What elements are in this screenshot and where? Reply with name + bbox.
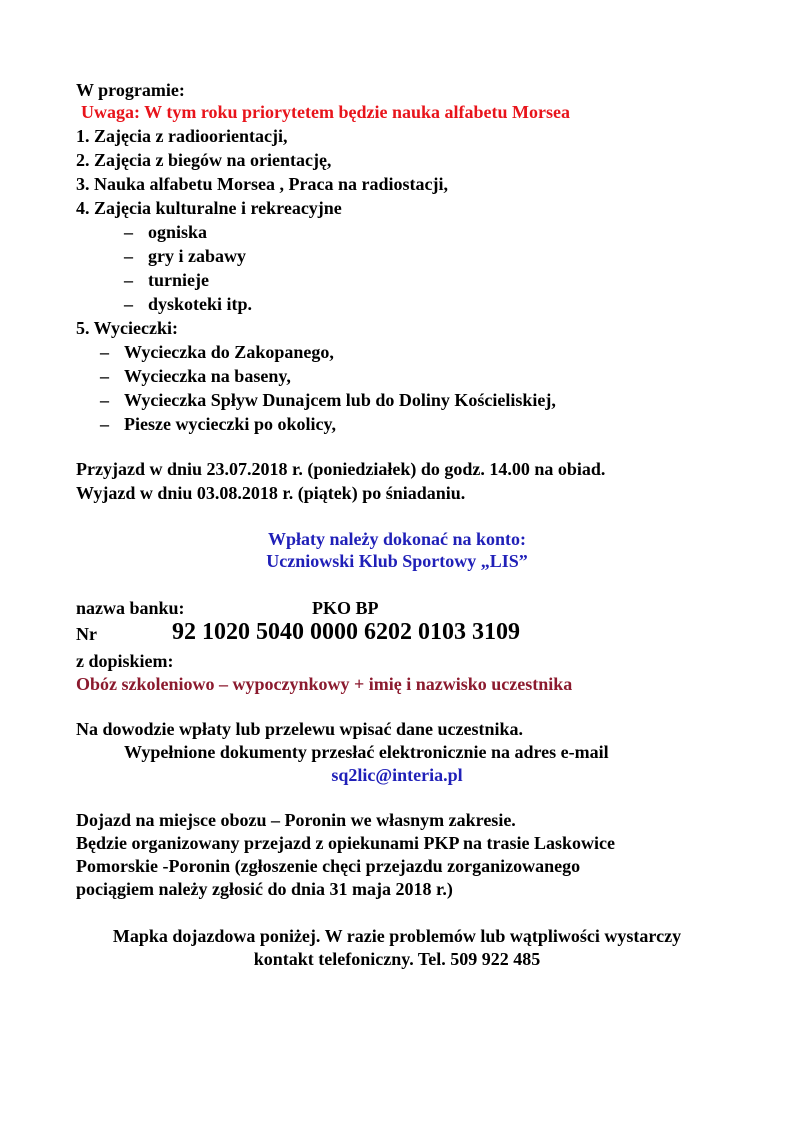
program-item: 2. Zajęcia z biegów na orientację,	[76, 150, 332, 170]
dash-bullet: –	[100, 390, 109, 410]
cultural-subitem	[124, 220, 207, 244]
priority-note: Uwaga: W tym roku priorytetem będzie nauka alfabetu Morsea	[81, 102, 570, 122]
trip-item	[100, 388, 556, 412]
club-name: Uczniowski Klub Sportowy „LIS”	[266, 551, 528, 571]
footer-line: Mapka dojazdowa poniżej. W razie problemów lub wątpliwości wystarczy	[112, 926, 682, 946]
trip-item	[100, 340, 334, 364]
trips-heading: 5. Wycieczki:	[76, 318, 178, 338]
trip-item	[100, 412, 336, 436]
bank-label: nazwa banku:	[76, 598, 185, 618]
dash-bullet: –	[124, 246, 133, 266]
arrival-info: Przyjazd w dniu 23.07.2018 r. (poniedziałek) do godz. 14.00 na obiad.	[76, 459, 606, 479]
travel-line: Dojazd na miejsce obozu – Poronin we własnym zakresie.	[76, 810, 516, 830]
payment-annotation: Obóz szkoleniowo – wypoczynkowy + imię i nazwisko uczestnika	[76, 674, 573, 694]
contact-email[interactable]: sq2lic@interia.pl	[331, 765, 463, 785]
trip-text: Wycieczka do Zakopanego,	[124, 342, 334, 362]
trip-item	[100, 364, 291, 388]
cultural-subitem	[124, 244, 246, 268]
cultural-subitem	[124, 292, 252, 316]
dash-bullet: –	[100, 414, 109, 434]
subitem-text: gry i zabawy	[148, 246, 246, 266]
annotation-label: z dopiskiem:	[76, 651, 174, 671]
dash-bullet: –	[124, 294, 133, 314]
footer-phone: kontakt telefoniczny. Tel. 509 922 485	[253, 949, 541, 969]
dash-bullet: –	[100, 366, 109, 386]
travel-line: Będzie organizowany przejazd z opiekunami PKP na trasie Laskowice	[76, 833, 615, 853]
trip-text: Wycieczka Spływ Dunajcem lub do Doliny Kościeliskiej,	[124, 390, 556, 410]
dash-bullet: –	[124, 222, 133, 242]
program-item: 3. Nauka alfabetu Morsea , Praca na radiostacji,	[76, 174, 448, 194]
account-number: 92 1020 5040 0000 6202 0103 3109	[172, 619, 520, 645]
trip-text: Piesze wycieczki po okolicy,	[124, 414, 336, 434]
travel-line: Pomorskie -Poronin (zgłoszenie chęci przejazdu zorganizowanego	[76, 856, 581, 876]
departure-info: Wyjazd w dniu 03.08.2018 r. (piątek) po śniadaniu.	[76, 483, 466, 503]
dash-bullet: –	[124, 270, 133, 290]
documents-line: Wypełnione dokumenty przesłać elektronicznie na adres e-mail	[124, 742, 609, 762]
documents-line: Na dowodzie wpłaty lub przelewu wpisać dane uczestnika.	[76, 719, 524, 739]
subitem-text: turnieje	[148, 270, 209, 290]
trip-text: Wycieczka na baseny,	[124, 366, 291, 386]
bank-name: PKO BP	[312, 598, 379, 618]
subitem-text: dyskoteki itp.	[148, 294, 253, 314]
travel-line: pociągiem należy zgłosić do dnia 31 maja 2018 r.)	[76, 879, 453, 899]
program-item: 1. Zajęcia z radioorientacji,	[76, 126, 288, 146]
cultural-subitem	[124, 268, 209, 292]
subitem-text: ogniska	[148, 222, 208, 242]
program-item: 4. Zajęcia kulturalne i rekreacyjne	[76, 198, 342, 218]
payment-title: Wpłaty należy dokonać na konto:	[267, 529, 527, 549]
program-heading: W programie:	[76, 80, 185, 100]
account-label: Nr	[76, 624, 97, 644]
dash-bullet: –	[100, 342, 109, 362]
